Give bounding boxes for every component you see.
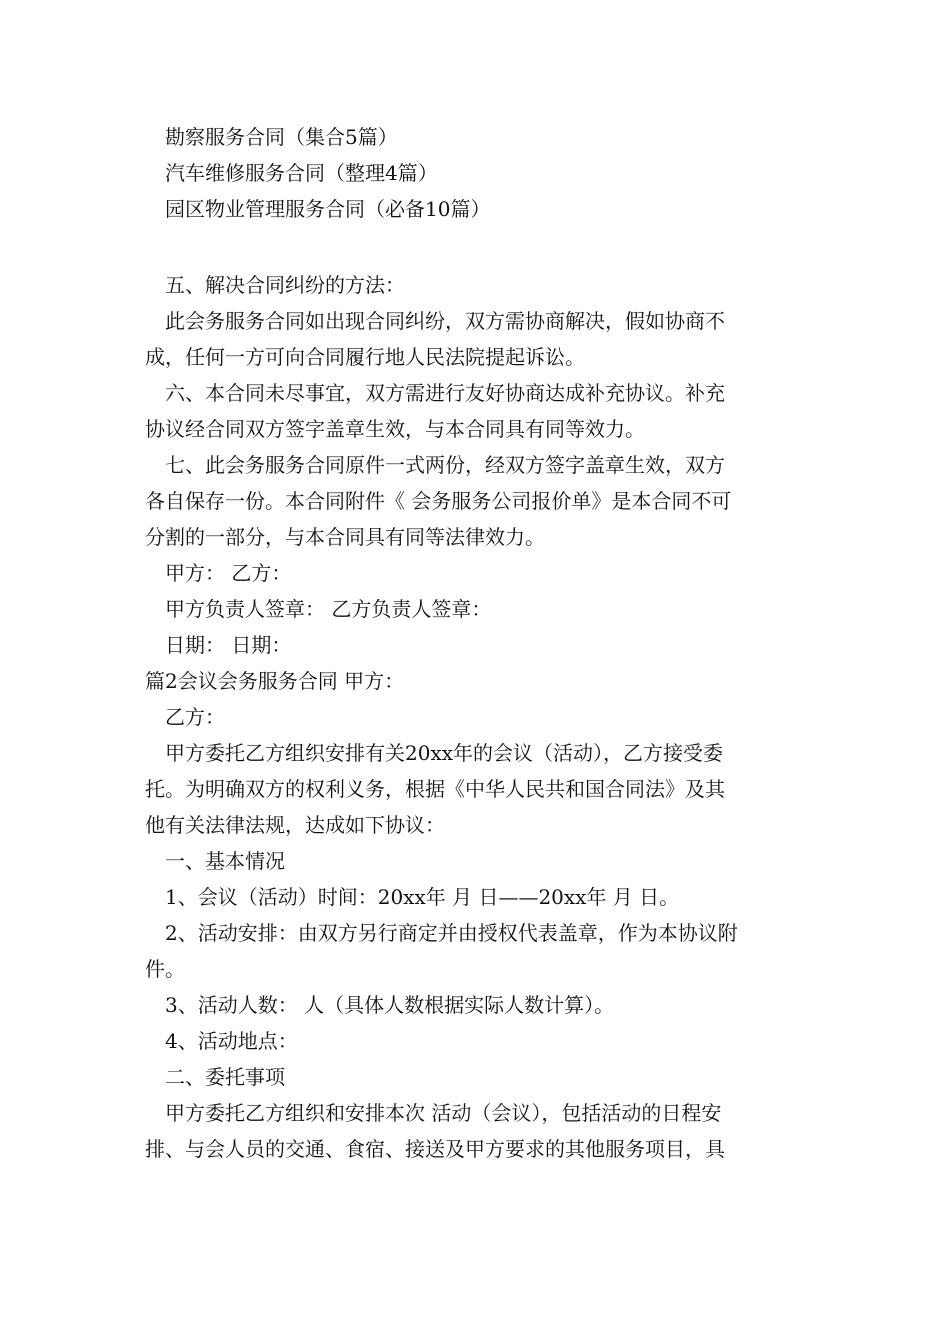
contract2-intro-line-3: 他有关法律法规，达成如下协议：: [145, 813, 445, 837]
contract2-intro-line-2: 托。为明确双方的权利义务，根据《中华人民共和国合同法》及其: [145, 777, 725, 801]
basic-item-1: 1、会议（活动）时间：20xx年 月 日——20xx年 月 日。: [165, 885, 680, 909]
section7-line-2: 各自保存一份。本合同附件《 会务服务公司报价单》是本合同不可: [145, 489, 732, 513]
related-title-3[interactable]: 园区物业管理服务合同（必备10篇）: [165, 197, 491, 221]
basic-item-4: 4、活动地点：: [165, 1029, 298, 1053]
entrust-line-2: 排、与会人员的交通、食宿、接送及甲方要求的其他服务项目，具: [145, 1137, 725, 1161]
basic-item-2-line-1: 2、活动安排：由双方另行商定并由授权代表盖章，作为本协议附: [165, 921, 738, 945]
contract2-intro-line-1: 甲方委托乙方组织安排有关20xx年的会议（活动），乙方接受委: [165, 741, 724, 765]
entrust-line-1: 甲方委托乙方组织和安排本次 活动（会议），包括活动的日程安: [165, 1101, 722, 1125]
basic-item-2-line-2: 件。: [145, 957, 185, 981]
contract2-party-b: 乙方：: [165, 705, 225, 729]
contract2-title-line: 篇2会议会务服务合同 甲方：: [145, 669, 405, 693]
related-title-1[interactable]: 勘察服务合同（集合5篇）: [165, 125, 398, 149]
basic-item-3: 3、活动人数： 人（具体人数根据实际人数计算）。: [165, 993, 615, 1017]
section5-body-line-1: 此会务服务合同如出现合同纠纷，双方需协商解决，假如协商不: [165, 309, 725, 333]
basic-info-heading: 一、基本情况: [165, 849, 285, 873]
section5-body-line-2: 成，任何一方可向合同履行地人民法院提起诉讼。: [145, 345, 585, 369]
entrust-heading: 二、委托事项: [165, 1065, 285, 1089]
section7-line-1: 七、此会务服务合同原件一式两份，经双方签字盖章生效，双方: [165, 453, 725, 477]
spacer: [145, 227, 807, 267]
document-content: [145, 119, 807, 1167]
signature-signers: 甲方负责人签章： 乙方负责人签章：: [165, 597, 492, 621]
signature-parties: 甲方： 乙方：: [165, 561, 292, 585]
section6-line-1: 六、本合同未尽事宜，双方需进行友好协商达成补充协议。补充: [165, 381, 725, 405]
related-title-2[interactable]: 汽车维修服务合同（整理4篇）: [165, 161, 438, 185]
signature-dates: 日期： 日期：: [165, 633, 292, 657]
section5-heading: 五、解决合同纠纷的方法：: [165, 273, 405, 297]
section6-line-2: 协议经合同双方签字盖章生效，与本合同具有同等效力。: [145, 417, 645, 441]
section7-line-3: 分割的一部分，与本合同具有同等法律效力。: [145, 525, 545, 549]
